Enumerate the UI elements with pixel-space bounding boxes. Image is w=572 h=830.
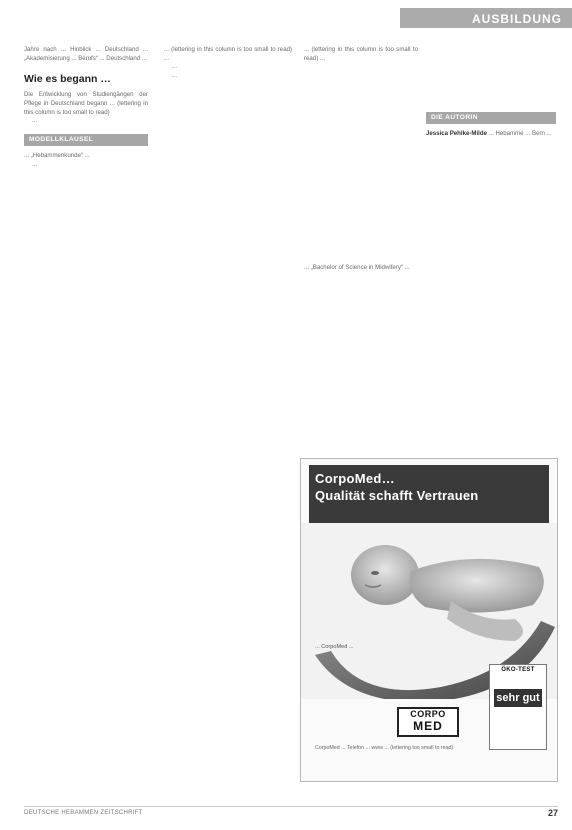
corpomed-advertisement[interactable]	[300, 458, 558, 782]
article-column-3-top	[304, 46, 418, 63]
oko-test-badge	[489, 664, 547, 750]
body-paragraph: ... „Hebammenkunde“ ...	[24, 151, 90, 159]
author-bio: ... Hebamme ... Bern ...	[488, 130, 552, 137]
section-heading: Wie es begann …	[24, 73, 111, 86]
magazine-name: DEUTSCHE HEBAMMEN ZEITSCHRIFT	[24, 810, 143, 816]
article-column-3-lower	[304, 264, 420, 273]
article-column-1	[24, 46, 148, 169]
logo-line-corpo: CORPO	[410, 709, 446, 719]
ad-tagline: Qualität schafft Vertrauen	[315, 488, 479, 503]
author-text	[426, 130, 556, 139]
body-paragraph: ... (lettering in this column is too small to read) ...	[164, 46, 292, 62]
page-number: 27	[547, 808, 558, 818]
ad-contact[interactable]: CorpoMed ... Telefon ... www ... (lettering too small to read)	[315, 745, 454, 751]
corpomed-logo	[397, 707, 459, 737]
ad-copy: ... CorpoMed ...	[315, 644, 354, 650]
author-name: Jessica Pehlke-Milde	[426, 130, 487, 137]
body-paragraph: ...	[172, 71, 178, 79]
author-bar: DIE AUTORIN	[426, 112, 556, 124]
oko-test-grade: sehr gut	[494, 689, 542, 707]
footer-rule	[24, 806, 558, 807]
body-paragraph: ... „Bachelor of Science in Midwifery“ ...	[304, 264, 410, 271]
oko-test-title: ÖKO-TEST	[501, 667, 535, 673]
article-column-2	[164, 46, 292, 81]
modellklausel-bar: MODELLKLAUSEL	[24, 134, 148, 146]
body-paragraph: ...	[32, 117, 38, 125]
author-box	[426, 112, 556, 290]
intro-paragraph: Jahre nach ... Hinblick ... Deutschland ... „Akademisierung ... Berufs“ ... Deutschland ...	[24, 46, 148, 62]
body-paragraph: Die Entwicklung von Studiengängen der Pflege in Deutschland begann ... (lettering in this column is too small to read)	[24, 91, 148, 116]
body-paragraph: ...	[172, 63, 178, 71]
section-ribbon: AUSBILDUNG	[400, 8, 572, 28]
body-paragraph: ... (lettering in this column is too small to read) ...	[304, 46, 418, 62]
body-paragraph: ...	[32, 160, 38, 168]
logo-line-med: MED	[413, 719, 443, 733]
ad-brand-line: CorpoMed…	[315, 471, 395, 486]
